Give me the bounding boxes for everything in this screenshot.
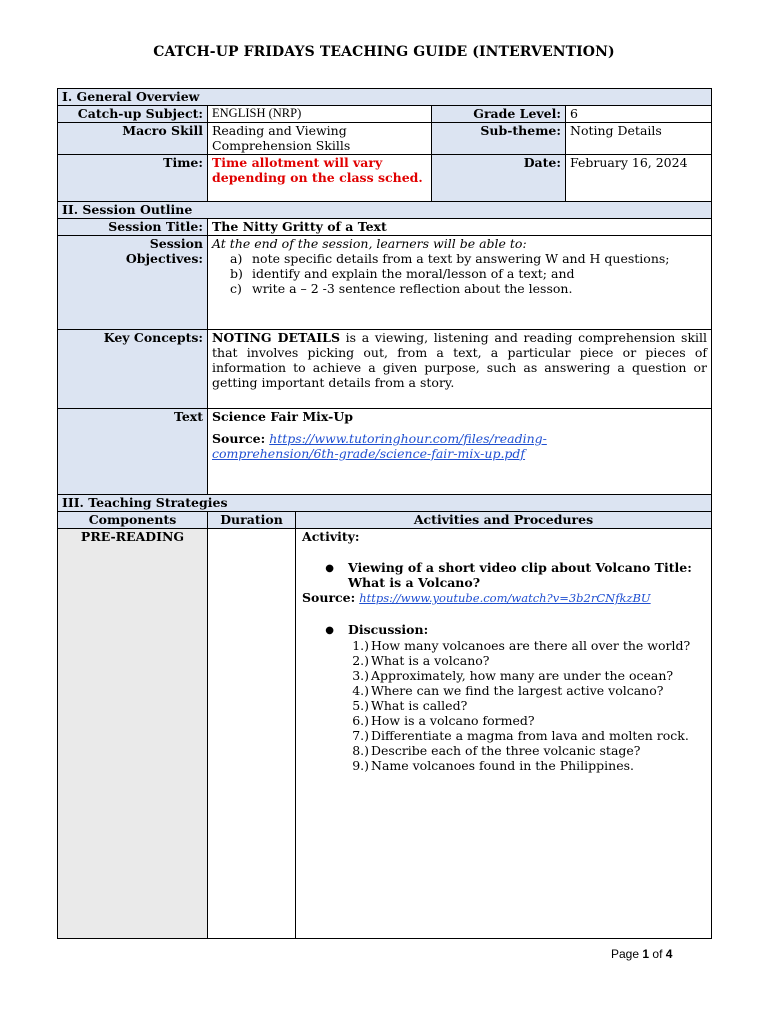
- objective-item: c) write a – 2 -3 sentence reflection about the lesson.: [230, 281, 573, 296]
- key-concepts-label: Key Concepts:: [58, 330, 208, 409]
- col-header-duration: Duration: [208, 512, 296, 529]
- session-title-label: Session Title:: [58, 219, 208, 236]
- macro-skill-value: Reading and Viewing Comprehension Skills: [208, 123, 432, 155]
- question-item: 8.) Describe each of the three volcanic stage?: [352, 743, 641, 758]
- key-concepts-text: NOTING DETAILS is a viewing, listening and reading comprehension skill that involves picking out, from a text, a particular piece or pieces of information to achieve a given purpose, such as answering a question or getting important details from a story.: [208, 330, 712, 409]
- page-footer: Page 1 of 4: [611, 947, 673, 961]
- question-item: 4.) Where can we find the largest active volcano?: [352, 683, 664, 698]
- text-cell: [208, 409, 712, 495]
- document-title: CATCH-UP FRIDAYS TEACHING GUIDE (INTERVENTION): [153, 44, 615, 60]
- session-title-value: The Nitty Gritty of a Text: [208, 219, 712, 236]
- text-label: Text: [58, 409, 208, 495]
- time-value: Time allotment will vary depending on the class sched.: [208, 155, 432, 202]
- subtheme-value: Noting Details: [566, 123, 712, 155]
- bullet-discussion: ● Discussion:: [302, 622, 703, 638]
- video-source: Source: https://www.youtube.com/watch?v=3b2rCNfkzBU: [302, 590, 651, 605]
- date-value: February 16, 2024: [566, 155, 712, 202]
- col-header-activities: Activities and Procedures: [296, 512, 712, 529]
- time-label: Time:: [58, 155, 208, 202]
- bullet-video: ● Viewing of a short video clip about Volcano Title: What is a Volcano?: [302, 560, 703, 590]
- objective-item: a) note specific details from a text by answering W and H questions;: [230, 251, 670, 266]
- teaching-guide-table: [57, 88, 712, 939]
- text-title: Science Fair Mix-Up: [212, 409, 353, 424]
- col-header-components: Components: [58, 512, 208, 529]
- objectives-intro: At the end of the session, learners will be able to:: [212, 236, 527, 251]
- section-general-overview: I. General Overview: [58, 89, 712, 106]
- question-list: [302, 638, 703, 773]
- grade-value: 6: [566, 106, 712, 123]
- subject-label: Catch-up Subject:: [58, 106, 208, 123]
- component-pre-reading: PRE-READING: [58, 529, 208, 939]
- bullet-icon: ●: [325, 625, 334, 636]
- question-item: 2.) What is a volcano?: [352, 653, 490, 668]
- section-teaching-strategies: III. Teaching Strategies: [58, 495, 712, 512]
- activity-label: Activity:: [302, 529, 360, 544]
- objectives-list: [212, 251, 707, 296]
- duration-cell: [208, 529, 296, 939]
- objectives-label: Session Objectives:: [58, 236, 208, 330]
- macro-skill-label: Macro Skill: [58, 123, 208, 155]
- activities-cell: [296, 529, 712, 939]
- grade-label: Grade Level:: [432, 106, 566, 123]
- section-session-outline: II. Session Outline: [58, 202, 712, 219]
- bullet-icon: ●: [325, 563, 334, 574]
- date-label: Date:: [432, 155, 566, 202]
- question-item: 5.) What is called?: [352, 698, 468, 713]
- subtheme-label: Sub-theme:: [432, 123, 566, 155]
- text-source-link[interactable]: https://www.tutoringhour.com/files/reading-comprehension/6th-grade/science-fair-mix-up.pdf: [212, 431, 547, 461]
- question-item: 9.) Name volcanoes found in the Philippines.: [352, 758, 635, 773]
- question-item: 1.) How many volcanoes are there all over the world?: [352, 638, 691, 653]
- objective-item: b) identify and explain the moral/lesson of a text; and: [230, 266, 575, 281]
- question-item: 3.) Approximately, how many are under the ocean?: [352, 668, 674, 683]
- subject-value: ENGLISH (NRP): [208, 106, 432, 123]
- question-item: 7.) Differentiate a magma from lava and molten rock.: [352, 728, 689, 743]
- question-item: 6.) How is a volcano formed?: [352, 713, 535, 728]
- text-source: Source: https://www.tutoringhour.com/files/reading-comprehension/6th-grade/science-fair-mix-up.pdf: [212, 431, 547, 461]
- video-source-link[interactable]: https://www.youtube.com/watch?v=3b2rCNfkzBU: [359, 591, 651, 605]
- objectives-cell: [208, 236, 712, 330]
